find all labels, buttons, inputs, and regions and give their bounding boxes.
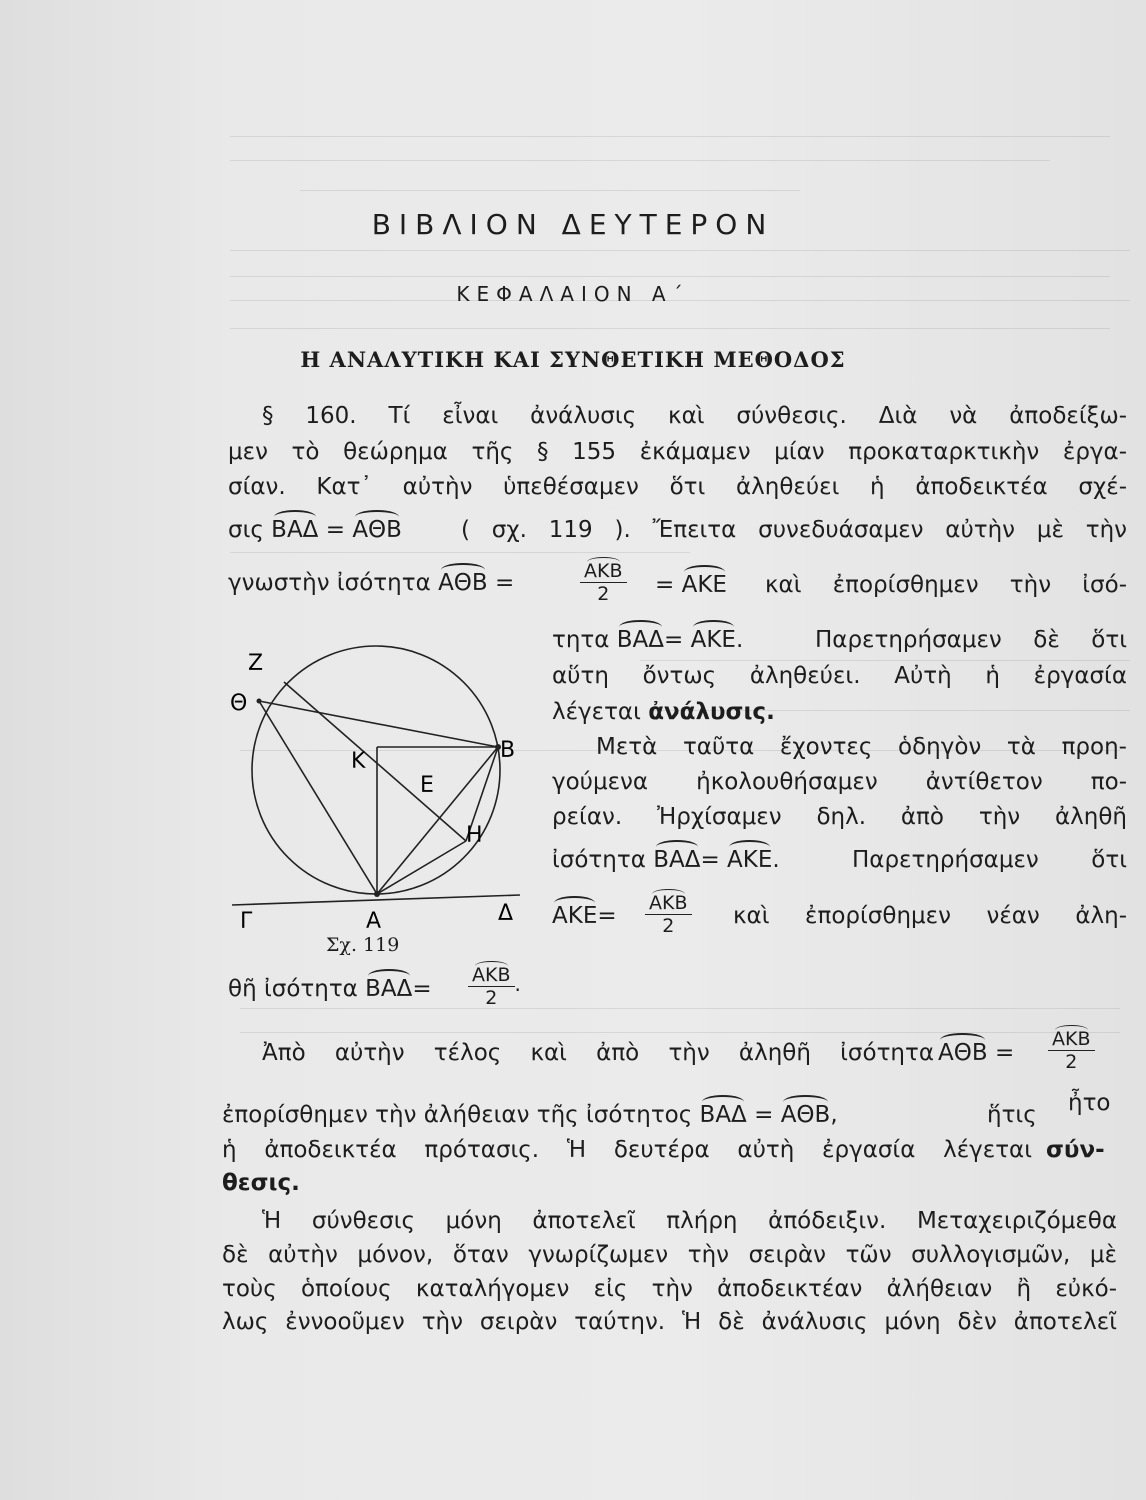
- book-title: ΒΙΒΛΙΟΝ ΔΕΥΤΕΡΟΝ: [371, 208, 775, 241]
- para1-line4: σις ΒΑΔ = ΑΘΒ: [228, 517, 402, 543]
- para1-line6-rest: Παρετηρήσαμεν δὲ ὅτι: [815, 627, 1127, 653]
- label-theta: Θ: [230, 691, 248, 716]
- label-e: Ε: [420, 773, 434, 798]
- para1-line8: λέγεται ἀνάλυσις.: [552, 699, 775, 725]
- segment-a-b: [377, 747, 498, 894]
- para4-line1: Ἡ σύνθεσις μόνη ἀποτελεῖ πλήρη ἀπόδειξιν. Μεταχειριζόμεθα: [262, 1208, 1117, 1234]
- para1-line1: § 160. Τί εἶναι ἀνάλυσις καὶ σύνθεσις. Διὰ νὰ ἀποδείξω-: [262, 403, 1127, 429]
- para2-line6: θῆ ἰσότητα ΒΑΔ=: [228, 976, 432, 1002]
- angle-ake: ΑΚΕ: [682, 572, 727, 598]
- angle-bad: ΒΑΔ: [653, 847, 700, 873]
- fraction-akb-2: $\frac{\text{ΑΚΒ}}{2}$ .: [468, 964, 521, 1009]
- fraction-akb-2: $\frac{\text{ΑΚΒ}}{2}$: [1048, 1028, 1095, 1073]
- para3-line1-math: ΑΘΒ =: [938, 1040, 1014, 1066]
- term-synthesis: σύν-: [1046, 1137, 1105, 1163]
- label-b: Β: [500, 738, 516, 763]
- fraction-akb-2: $\frac{\text{ΑΚΒ}}{2}$: [645, 892, 692, 937]
- para3-line1: Ἀπὸ αὐτὴν τέλος καὶ ἀπὸ τὴν ἀληθῆ ἰσότητα: [262, 1040, 934, 1066]
- para3-line3: ἡ ἀποδεικτέα πρότασις. Ἡ δευτέρα αὐτὴ ἐργασία λέγεται: [222, 1137, 1032, 1163]
- label-delta: Δ: [498, 901, 514, 926]
- section-heading: § 160. Τί εἶναι ἀνάλυσις καὶ σύνθεσις.: [262, 403, 847, 429]
- label-a: Α: [366, 909, 382, 930]
- para1-line4-rest: ( σχ. 119 ). Ἔπειτα συνεδυάσαμεν αὐτὴν μὲ τὴν: [461, 517, 1127, 543]
- angle-atheta-b: ΑΘΒ: [352, 517, 402, 543]
- label-gamma: Γ: [240, 909, 253, 930]
- para1-line6: τητα ΒΑΔ= ΑΚΕ.: [552, 627, 1127, 653]
- angle-ake: ΑΚΕ: [727, 847, 772, 873]
- para4-line4: λως ἐννοοῦμεν τὴν σειρὰν ταύτην. Ἡ δὲ ἀνάλυσις μόνη δὲν ἀποτελεῖ: [222, 1309, 1117, 1335]
- para1-line5-rest: καὶ ἐπορίσθημεν τὴν ἰσό-: [765, 572, 1127, 598]
- para2-line2: γούμενα ἠκολουθήσαμεν ἀντίθετον πο-: [552, 769, 1127, 795]
- para2-line1: Μετὰ ταῦτα ἔχοντες ὁδηγὸν τὰ προη-: [596, 734, 1127, 760]
- para1-line2: μεν τὸ θεώρημα τῆς § 155 ἐκάμαμεν μίαν προκαταρκτικὴν ἐργα-: [228, 439, 1127, 465]
- para3-line2-end: ἦτο: [1068, 1090, 1111, 1116]
- term-analysis: ἀνάλυσις.: [648, 699, 775, 725]
- para1-line5: γνωστὴν ἰσότητα ΑΘΒ =: [228, 570, 514, 596]
- angle-atheta-b: ΑΘΒ: [438, 570, 488, 596]
- geometry-figure: [220, 630, 540, 930]
- para1-line3: σίαν. Κατ᾽ αὐτὴν ὑπεθέσαμεν ὅτι ἀληθεύει ἡ ἀποδεικτέα σχέ-: [228, 474, 1127, 500]
- term-synthesis-cont: θεσις.: [222, 1170, 300, 1196]
- para2-line5-rest: καὶ ἐπορίσθημεν νέαν ἀλη-: [733, 903, 1127, 929]
- label-h: Η: [466, 823, 483, 848]
- para2-line4-rest: Παρετηρήσαμεν ὅτι: [852, 847, 1127, 873]
- section-title: Η ΑΝΑΛΥΤΙΚΗ ΚΑΙ ΣΥΝΘΕΤΙΚΗ ΜΕΘΟΔΟΣ: [300, 347, 846, 372]
- circle: [252, 646, 500, 894]
- figure-caption: Σχ. 119: [326, 934, 400, 956]
- angle-bad: ΒΑΔ: [617, 627, 664, 653]
- para1-line5-mid: = ΑΚΕ: [655, 572, 727, 598]
- para4-line2: δὲ αὐτὴν μόνον, ὅταν γνωρίζωμεν τὴν σειρὰν τῶν συλλογισμῶν, μὲ: [222, 1242, 1117, 1268]
- label-z: Ζ: [248, 651, 264, 676]
- para1-line7: αὕτη ὄντως ἀληθεύει. Αὐτὴ ἡ ἐργασία: [552, 663, 1127, 689]
- point-a: [374, 891, 380, 897]
- para2-line4: ἰσότητα ΒΑΔ= ΑΚΕ.: [552, 847, 780, 873]
- angle-bad: ΒΑΔ: [365, 976, 412, 1002]
- angle-ake: ΑΚΕ: [691, 627, 736, 653]
- angle-ake: ΑΚΕ: [552, 903, 597, 929]
- angle-bad: ΒΑΔ: [700, 1102, 747, 1128]
- para4-line3: τοὺς ὁποίους καταλήγομεν εἰς τὴν ἀποδεικτέαν ἀλήθειαν ἢ εὐκό-: [222, 1276, 1117, 1302]
- para2-line5: ΑΚΕ=: [552, 903, 617, 929]
- fraction-akb-2: $\frac{\text{ΑΚΒ}}{2}$: [580, 560, 627, 605]
- para3-line2-post: ἥτις: [987, 1102, 1037, 1128]
- para2-line3: ρείαν. Ἠρχίσαμεν δηλ. ἀπὸ τὴν ἀληθῆ: [552, 804, 1127, 830]
- label-k: Κ: [351, 749, 366, 774]
- point-theta: [257, 699, 262, 704]
- para3-line2: ἐπορίσθημεν τὴν ἀλήθειαν τῆς ἰσότητος ΒΑΔ = ΑΘΒ,: [222, 1102, 838, 1128]
- chord-theta-a: [259, 701, 377, 894]
- chord-theta-b: [259, 701, 498, 747]
- line-z-h: [284, 682, 466, 841]
- chapter-title: ΚΕΦΑΛΑΙΟΝ Α΄: [456, 282, 690, 306]
- angle-atheta-b: ΑΘΒ: [781, 1102, 831, 1128]
- angle-atheta-b: ΑΘΒ: [938, 1040, 988, 1066]
- angle-bad: ΒΑΔ: [271, 517, 318, 543]
